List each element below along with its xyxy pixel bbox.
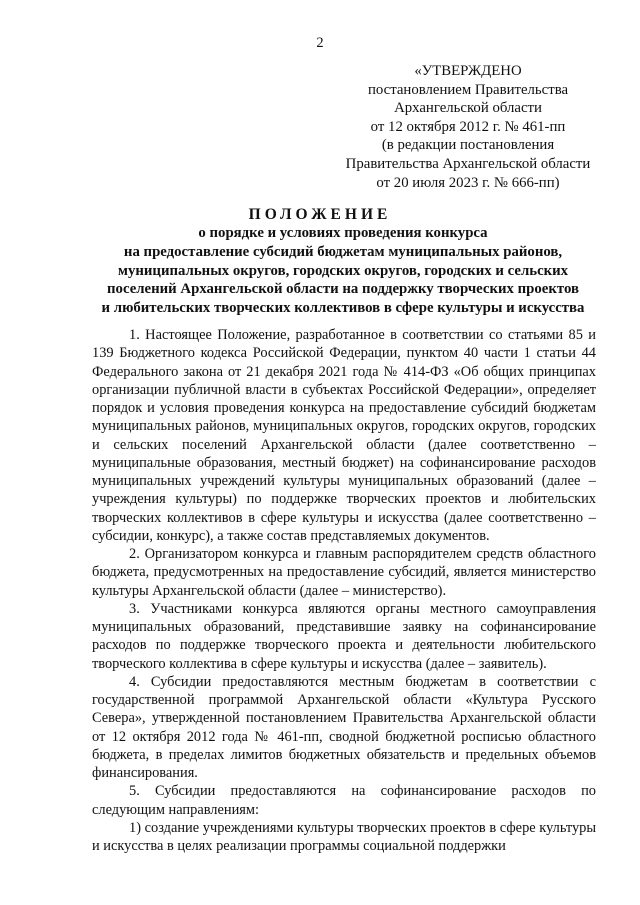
approval-stamp-line: от 20 июля 2023 г. № 666-пп)	[376, 174, 560, 191]
approval-stamp-line: Архангельской области	[394, 100, 542, 117]
approval-stamp-line: (в редакции постановления	[381, 137, 555, 154]
approval-stamp-line: от 12 октября 2012 г. № 461-пп	[370, 118, 566, 135]
paragraph-3: 3. Участниками конкурса являются органы местного самоуправления муниципальных образований, представившие заявку на софинансирование расходов по поддержке творческого проекта и деятельности любительского творческого коллектива в сфере культуры и искусства (далее – заявитель).	[92, 600, 596, 672]
document-title: ПОЛОЖЕНИЕ	[248, 206, 392, 223]
paragraph-5-item-1: 1) создание учреждениями культуры творческих проектов в сфере культуры и искусства в целях реализации программы социальной поддержки	[92, 819, 596, 854]
approval-stamp	[340, 62, 596, 192]
page-number: 2	[316, 35, 324, 51]
subtitle-line: о порядке и условиях проведения конкурса	[198, 225, 488, 241]
paragraph-1: 1. Настоящее Положение, разработанное в соответствии со статьями 85 и 139 Бюджетного кодекса Российской Федерации, пунктом 40 части 1 статьи 44 Федерального закона от 21 декабря 2021 года № 414-ФЗ «Об общих принципах организации публичной власти в субъектах Российской Федерации», определяет порядок и условия проведения конкурса на предоставление субсидий бюджетам муниципальных районов, муниципальных округов, городских округов, городских и сельских поселений Архангельской области (далее соответственно – муниципальные образования, местный бюджет) на софинансирование расходов муниципальных учреждений культуры муниципальных образований (далее – учреждения культуры) по поддержке творческих проектов и любительских творческих коллективов в сфере культуры и искусства (далее соответственно – субсидии, конкурс), а также состав представляемых документов.	[92, 327, 596, 544]
paragraph-4: 4. Субсидии предоставляются местным бюджетам в соответствии с государственной программой Архангельской области «Культура Русского Севера», утвержденной постановлением Правительства Архангельской области от 12 октября 2012 года № 461-пп, сводной бюджетной росписью областного бюджета, в пределах лимитов бюджетных обязательств и предельных объемов финансирования.	[92, 673, 596, 781]
approval-stamp-line: «УТВЕРЖДЕНО	[414, 63, 522, 79]
subtitle-line: поселений Архангельской области на поддержку творческих проектов	[107, 281, 579, 298]
paragraph-5: 5. Субсидии предоставляются на софинансирование расходов по следующим направлениям:	[92, 783, 596, 818]
subtitle-line: на предоставление субсидий бюджетам муниципальных районов,	[123, 243, 563, 260]
document-body	[92, 326, 596, 855]
document-subtitle	[88, 224, 598, 318]
paragraph-2: 2. Организатором конкурса и главным распорядителем средств областного бюджета, предусмотренных на предоставление субсидий, является министерство культуры Архангельской области (далее – министерство).	[92, 546, 596, 599]
approval-stamp-line: постановлением Правительства	[367, 81, 569, 98]
subtitle-line: муниципальных округов, городских округов, городских и сельских	[117, 262, 569, 279]
approval-stamp-line: Правительства Архангельской области	[345, 155, 591, 172]
subtitle-line: и любительских творческих коллективов в сфере культуры и искусства	[101, 300, 585, 317]
